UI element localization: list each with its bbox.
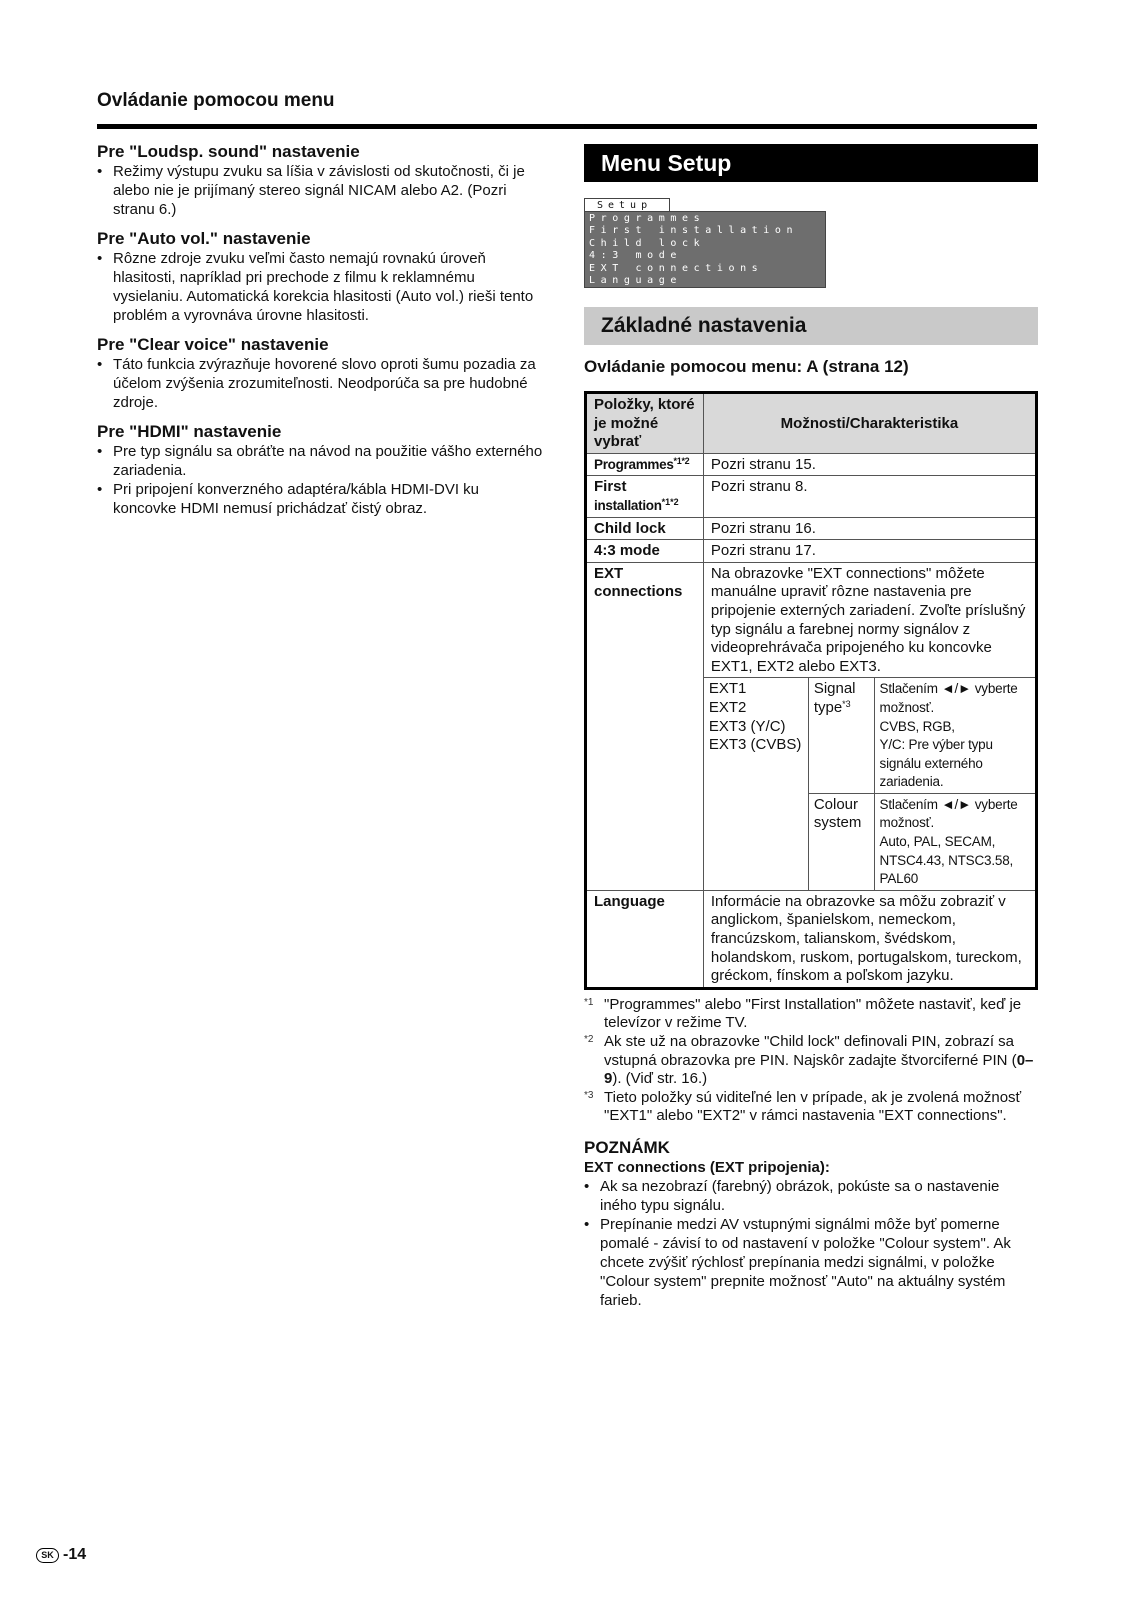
desc-child-lock: Pozri stranu 16.	[703, 517, 1036, 540]
ext-subtable	[704, 678, 1035, 890]
osd-menu-screen	[584, 198, 826, 288]
bullet-item: • Rôzne zdroje zvuku veľmi často nemajú rovnakú úroveň hlasitosti, napríklad pri prechode z filmu k reklamnému vysielaniu. Automatická korekcia hlasitosti (Auto vol.) rieši tento problém a vyrovnáva úrovne hlasitosti.	[97, 249, 545, 325]
note-subheading: EXT connections (EXT pripojenia):	[584, 1158, 830, 1176]
table-row	[586, 476, 1037, 517]
osd-tab-setup: Setup	[584, 198, 670, 212]
item-language: Language	[586, 890, 704, 988]
osd-item-programmes: Programmes	[589, 213, 706, 224]
table-row	[586, 453, 1037, 476]
note-heading: POZNÁMK	[584, 1137, 670, 1157]
section-heading: Pre "Clear voice" nastavenie	[97, 335, 329, 354]
osd-item-first-installation: First installation	[589, 225, 799, 237]
ext-inputs-list: EXT1 EXT2 EXT3 (Y/C) EXT3 (CVBS)	[704, 678, 808, 890]
item-programmes: Programmes$^{*1*2}$	[586, 453, 704, 476]
table-row	[586, 562, 1037, 678]
osd-item-ext-connections: EXT connections	[589, 262, 764, 274]
section-heading: Pre "Auto vol." nastavenie	[97, 229, 311, 248]
table-row	[586, 890, 1037, 988]
section-loudsp-sound	[97, 142, 545, 219]
note-item: • Ak sa nezobrazí (farebný) obrázok, pokúste sa o nastavenie iného typu signálu.	[584, 1177, 1038, 1215]
osd-item-language: Language	[589, 275, 682, 287]
left-column	[97, 142, 545, 528]
bullet-item: • Režimy výstupu zvuku sa líšia v závislosti od skutočnosti, či je alebo nie je prijímaný stereo signál NICAM alebo A2. (Pozri stranu 6.)	[97, 162, 545, 219]
ext-subtable-cell	[703, 678, 1036, 891]
item-child-lock: Child lock	[586, 517, 704, 540]
footnote-3: *3 Tieto položky sú viditeľné len v prípade, ak je zvolená možnosť "EXT1" alebo "EXT2" v rámci nastavenia "EXT connections".	[584, 1088, 1022, 1125]
osd-item-child-lock: Child lock	[589, 237, 706, 249]
bullet-list	[97, 442, 545, 518]
table-header-row	[586, 393, 1037, 454]
colour-system-desc: Stlačením ◄/► vyberte možnosť. Auto, PAL, SECAM, NTSC4.43, NTSC3.58, PAL60	[874, 793, 1035, 889]
section-heading: Pre "Loudsp. sound" nastavenie	[97, 142, 360, 161]
osd-item-4-3-mode: 4:3 mode	[589, 250, 682, 262]
footnotes	[584, 996, 1038, 1126]
section-hdmi	[97, 422, 545, 518]
section-auto-vol	[97, 229, 545, 325]
bullet-list	[97, 355, 545, 412]
basic-settings-title: Základné nastavenia	[584, 307, 1038, 345]
control-reference: Ovládanie pomocou menu: A (strana 12)	[584, 357, 909, 376]
right-column	[584, 144, 1038, 1310]
section-clear-voice	[97, 335, 545, 412]
bullet-item: • Táto funkcia zvýrazňuje hovorené slovo oproti šumu pozadia za účelom zvýšenia zrozumiteľnosti. Neodporúča sa pre hudobné zdroje.	[97, 355, 545, 412]
bullet-list	[97, 162, 545, 219]
page-header-title: Ovládanie pomocou menu	[97, 90, 335, 111]
item-first-installation: First installation$^{*1*2}$	[586, 476, 704, 517]
page-footer	[36, 1546, 86, 1564]
item-4-3-mode: 4:3 mode	[586, 540, 704, 563]
table-row	[586, 540, 1037, 563]
item-ext-connections: EXT connections	[586, 562, 704, 890]
osd-menu-box	[584, 211, 826, 288]
section-heading: Pre "HDMI" nastavenie	[97, 422, 282, 441]
bullet-list	[97, 249, 545, 325]
header-options: Možnosti/Charakteristika	[703, 393, 1036, 454]
signal-type-label: Signal type$^{*3}$	[808, 678, 874, 793]
desc-first-installation: Pozri stranu 8.	[703, 476, 1036, 517]
bullet-item: • Pre typ signálu sa obráťte na návod na použitie vášho externého zariadenia.	[97, 442, 545, 480]
header-items: Položky, ktoré je možné vybrať	[586, 393, 704, 454]
options-table	[584, 391, 1038, 990]
desc-ext-connections: Na obrazovke "EXT connections" môžete manuálne upraviť rôzne nastavenia pre pripojenie externých zariadení. Zvoľte príslušný typ signálu a farebnej normy signálov z videoprehrávača pripojeného ku koncovke EXT1, EXT2 alebo EXT3.	[703, 562, 1036, 678]
language-badge: SK	[36, 1548, 59, 1563]
colour-system-label: Colour system	[808, 793, 874, 889]
header-rule	[97, 124, 1037, 129]
desc-programmes: Pozri stranu 15.	[703, 453, 1036, 476]
page-number: -14	[63, 1546, 87, 1563]
note-item: • Prepínanie medzi AV vstupnými signálmi môže byť pomerne pomalé - závisí to od nastavení v položke "Colour system". Ak chcete zvýšiť rýchlosť prepínania medzi signálmi, v položke "Colour system" prepnite možnosť "Auto" na aktuálny systém farieb.	[584, 1215, 1038, 1310]
bullet-item: • Pri pripojení konverzného adaptéra/kábla HDMI-DVI ku koncovke HDMI nemusí prichádzať čistý obraz.	[97, 480, 545, 518]
menu-setup-title: Menu Setup	[584, 144, 1038, 182]
note-list	[584, 1177, 1038, 1310]
footnote-2: *2 Ak ste už na obrazovke "Child lock" definovali PIN, zobrazí sa vstupná obrazovka pre PIN. Najskôr zadajte štvorciferné PIN (0–9). (Viď str. 16.)	[584, 1033, 1034, 1088]
desc-language: Informácie na obrazovke sa môžu zobraziť v anglickom, španielskom, nemeckom, francúzskom, talianskom, švédskom, holandskom, ruskom, portugalskom, tureckom, gréckom, fínskom a poľskom jazyku.	[703, 890, 1036, 988]
desc-4-3-mode: Pozri stranu 17.	[703, 540, 1036, 563]
signal-type-desc: Stlačením ◄/► vyberte možnosť. CVBS, RGB, Y/C: Pre výber typu signálu externého zariadenia.	[874, 678, 1035, 793]
table-row	[586, 517, 1037, 540]
footnote-1: *1 "Programmes" alebo "First Installation" môžete nastaviť, keď je televízor v režime TV.	[584, 995, 1022, 1032]
